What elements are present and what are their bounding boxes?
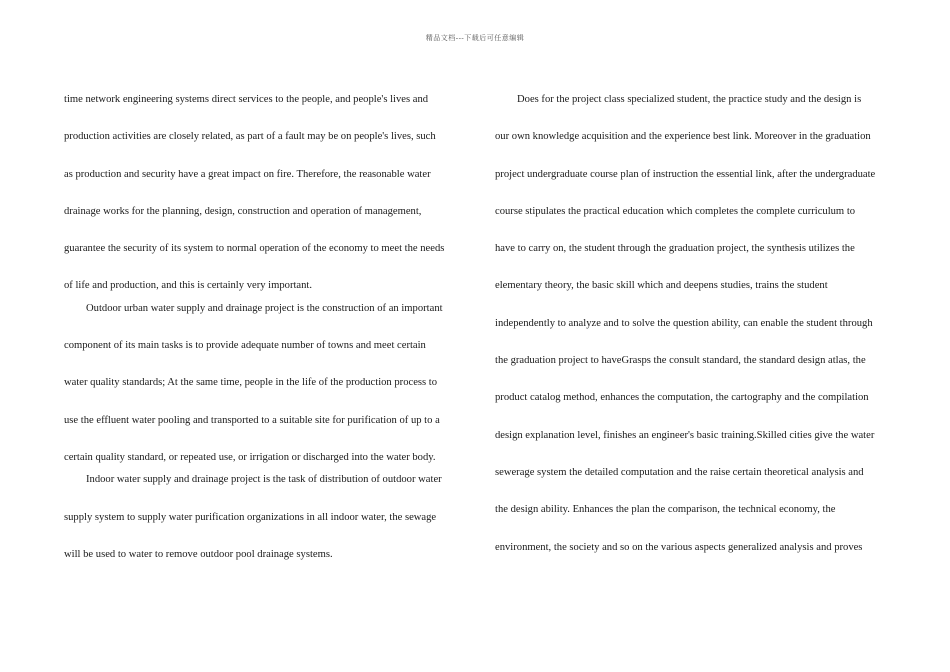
paragraph-indoor-water-supply: Indoor water supply and drainage project is the task of distribution of outdoor water supply system to supply water purification organizations in all indoor water, the sewage will be used to water to remove outdoor pool drainage systems. xyxy=(64,474,442,560)
right-column xyxy=(495,81,897,566)
left-column xyxy=(64,81,466,573)
paragraph-outdoor-water-supply: Outdoor urban water supply and drainage project is the construction of an important component of its main tasks is to provide adequate number of towns and meet certain water quality standards; At the same time, people in the life of the production process to use the effluent water pooling and transported to a suitable site for purification of up to a certain quality standard, or repeated use, or irrigation or discharged into the water body. xyxy=(64,302,443,463)
paragraph-graduation-project: Does for the project class specialized student, the practice study and the design is our own knowledge acquisition and the experience best link. Moreover in the graduation project undergraduate course plan of instruction the essential link, after the undergraduate course stipulates the practical education which completes the complete curriculum to have to carry on, the student through the graduation project, the synthesis utilizes the elementary theory, the basic skill which and deepens studies, trains the student independently to analyze and to solve the question ability, can enable the student through the graduation project to haveGrasps the consult standard, the standard design atlas, the product catalog method, enhances the computation, the cartography and the compilation design explanation level, finishes an engineer's basic training.Skilled cities give the water sewerage system the detailed computation and the raise certain theoretical analysis and the design ability. Enhances the plan the comparison, the technical economy, the environment, the society and so on the various aspects generalized analysis and proves xyxy=(495,94,876,553)
paragraph-water-systems-importance: time network engineering systems direct services to the people, and people's lives and production activities are closely related, as part of a fault may be on people's lives, such as production and security have a great impact on fire. Therefore, the reasonable water drainage works for the planning, design, construction and operation of management, guarantee the security of its system to normal operation of the economy to meet the needs of life and production, and this is certainly very important. xyxy=(64,94,445,292)
page-header: 精品文档---下载后可任意编辑 xyxy=(425,34,525,42)
